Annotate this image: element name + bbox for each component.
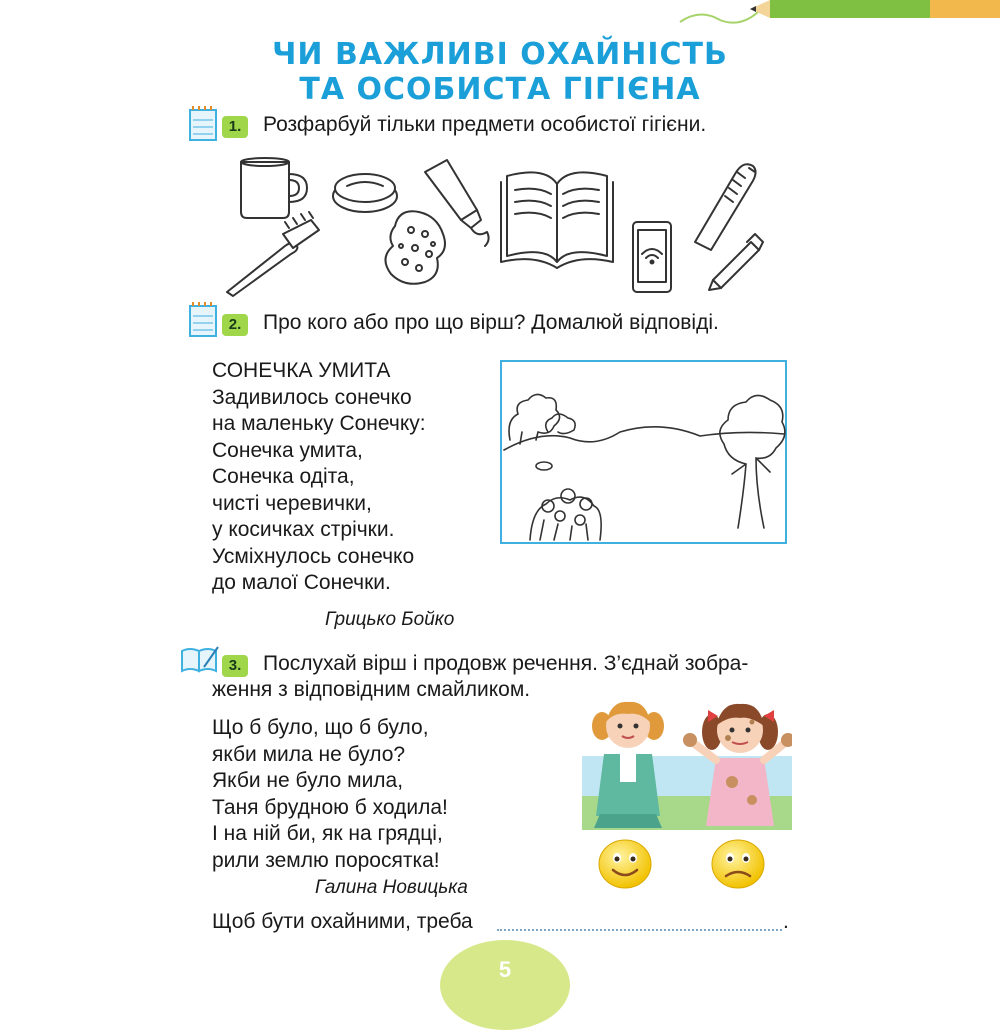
task-2-instruction: Про кого або про що вірш? Домалюй відповіді. [263, 311, 719, 334]
open-book-pen-icon [180, 645, 220, 673]
girls-illustration[interactable] [582, 696, 792, 830]
poem-1-line: Усміхнулось сонечко [212, 544, 415, 568]
task-3-instruction-line-1: Послухай вірш і продовж речення. З’єднай зобра- [263, 652, 749, 675]
page-title-line-2: ТА ОСОБИСТА ГІГІЄНА [299, 72, 701, 107]
drawing-frame[interactable] [500, 360, 787, 544]
poem-2-line: якби мила не було? [212, 742, 406, 766]
mug-icon[interactable] [241, 158, 307, 218]
poem-2-line: Якби не було мила, [212, 769, 404, 792]
poem-1-line: до малої Сонечки. [212, 571, 391, 594]
task-1-number: 1. [222, 116, 248, 138]
answer-blank[interactable] [497, 929, 782, 931]
sponge-icon[interactable] [385, 211, 445, 284]
page-number: 5 [498, 957, 512, 982]
poem-1-line: Сонечка одіта, [212, 465, 355, 488]
poem-2-author: Галина Новицька [315, 877, 468, 898]
task-2-number: 2. [222, 314, 248, 336]
book-icon[interactable] [501, 172, 613, 268]
phone-icon[interactable] [633, 222, 671, 292]
pencil-decoration [670, 0, 1000, 30]
poem-1-line: Задивилось сонечко [212, 385, 412, 409]
poem-1-line: у косичках стрічки. [212, 518, 395, 541]
notebook-icon [188, 106, 218, 142]
page-title-line-1: ЧИ ВАЖЛИВІ ОХАЙНІСТЬ [272, 37, 728, 72]
sentence-period: . [783, 910, 789, 933]
happy-smiley-icon[interactable] [597, 838, 653, 890]
poem-2-line: рили землю поросятка! [212, 848, 440, 872]
poem-1-author: Грицько Бойко [325, 609, 455, 630]
completion-sentence: Щоб бути охайними, треба [212, 910, 473, 933]
poem-1-line: на маленьку Сонечку: [212, 412, 426, 435]
task-1-instruction: Розфарбуй тільки предмети особистої гігієни. [263, 113, 707, 136]
poem-2-line: Таня брудною б ходила! [212, 795, 448, 819]
poem-1-line: Сонечка умита, [212, 438, 363, 462]
poem-1-line: чисті черевички, [212, 491, 372, 515]
pen-icon[interactable] [709, 234, 763, 290]
poem-2-line: Що б було, що б було, [212, 716, 429, 739]
clean-girl[interactable] [592, 702, 664, 828]
notebook-icon [188, 302, 218, 338]
poem-2 [212, 715, 448, 874]
hygiene-items [215, 150, 775, 300]
sad-smiley-icon[interactable] [710, 838, 766, 890]
poem-1-title: СОНЕЧКА УМИТА [212, 359, 391, 382]
task-3-instruction-line-2: ження з відповідним смайликом. [212, 678, 531, 701]
task-3-number: 3. [222, 655, 248, 677]
poem-2-line: І на ній би, як на грядці, [212, 822, 443, 845]
toothbrush-icon[interactable] [227, 212, 319, 296]
comb-icon[interactable] [695, 164, 756, 250]
poem-1 [212, 358, 426, 597]
soap-icon[interactable] [333, 174, 397, 212]
